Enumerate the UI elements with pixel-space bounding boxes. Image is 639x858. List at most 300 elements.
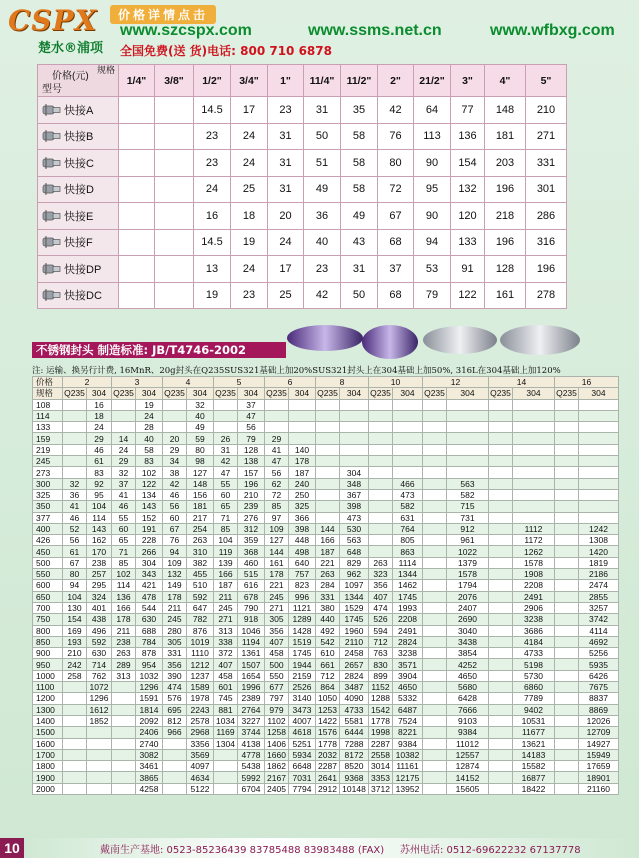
coupling-price-cell: 210 <box>526 97 567 124</box>
head-price-cell: 239 <box>238 501 265 512</box>
head-price-cell: 138 <box>238 456 265 467</box>
head-price-cell: 918 <box>238 614 265 625</box>
coupling-row <box>38 203 567 230</box>
head-price-cell <box>489 636 513 647</box>
head-price-cell <box>513 512 555 523</box>
head-price-cell <box>489 501 513 512</box>
head-price-cell <box>423 636 447 647</box>
head-price-cell <box>423 501 447 512</box>
coupling-price-cell: 271 <box>526 123 567 150</box>
head-price-cell: 1344 <box>340 591 369 602</box>
head-size-cell: 350 <box>33 501 63 512</box>
material-header: Q235 <box>266 388 287 399</box>
head-price-cell: 899 <box>369 670 393 681</box>
head-price-cell <box>340 410 369 421</box>
head-price-cell: 187 <box>316 546 340 557</box>
head-price-cell: 757 <box>289 569 316 580</box>
coupling-model-label: 快接DC <box>64 290 102 303</box>
coupling-price-cell: 20 <box>268 203 304 230</box>
head-price-cell <box>112 761 136 772</box>
head-price-cell <box>163 772 187 783</box>
head-price-row <box>33 535 619 546</box>
head-price-cell: 2389 <box>238 693 265 704</box>
head-price-cell <box>423 625 447 636</box>
material-header: Q235 <box>424 388 445 399</box>
coupling-price-cell <box>119 229 155 256</box>
cam-coupling-c-icon <box>42 156 62 170</box>
head-price-cell: 128 <box>238 444 265 455</box>
head-price-cell <box>555 659 579 670</box>
coupling-price-cell <box>155 256 194 283</box>
coupling-price-cell <box>119 150 155 177</box>
head-price-cell: 4184 <box>513 636 555 647</box>
head-price-cell <box>423 693 447 704</box>
head-price-cell <box>163 749 187 760</box>
coupling-price-cell: 24 <box>194 176 231 203</box>
coupling-price-cell: 50 <box>341 282 378 309</box>
head-price-cell <box>447 467 489 478</box>
head-price-cell: 2491 <box>393 625 423 636</box>
head-price-cell <box>555 704 579 715</box>
coupling-price-cell: 23 <box>194 150 231 177</box>
head-price-cell: 2824 <box>340 670 369 681</box>
head-price-cell <box>489 444 513 455</box>
head-price-cell <box>513 444 555 455</box>
head-price-cell: 258 <box>63 670 87 681</box>
head-price-cell <box>555 535 579 546</box>
coupling-price-cell: 68 <box>378 229 414 256</box>
coupling-price-cell: 42 <box>378 97 414 124</box>
footer <box>0 838 639 858</box>
head-price-cell <box>555 749 579 760</box>
head-price-cell <box>423 489 447 500</box>
head-price-cell <box>555 523 579 534</box>
head-price-cell: 211 <box>163 602 187 613</box>
head-price-cell: 563 <box>447 478 489 489</box>
head-price-cell <box>489 682 513 693</box>
head-price-cell: 7789 <box>513 693 555 704</box>
thickness-header: 4 <box>163 377 214 388</box>
head-price-cell: 1778 <box>316 738 340 749</box>
head-price-cell <box>579 422 619 433</box>
head-price-cell <box>63 399 87 410</box>
head-price-cell: 2526 <box>289 682 316 693</box>
head-price-cell: 812 <box>163 715 187 726</box>
head-price-cell <box>369 422 393 433</box>
head-price-cell: 79 <box>238 433 265 444</box>
head-price-cell: 1578 <box>447 569 489 580</box>
head-price-cell <box>423 422 447 433</box>
head-price-cell: 526 <box>369 614 393 625</box>
head-price-cell <box>63 749 87 760</box>
head-price-cell: 65 <box>214 501 238 512</box>
head-price-cell: 1072 <box>87 682 112 693</box>
head-price-cell <box>513 467 555 478</box>
head-price-cell: 356 <box>369 580 393 591</box>
head-price-cell <box>555 444 579 455</box>
head-price-cell: 102 <box>112 569 136 580</box>
head-price-row <box>33 625 619 636</box>
head-price-cell <box>63 422 87 433</box>
head-price-cell: 331 <box>316 591 340 602</box>
material-header: Q235 <box>370 388 391 399</box>
head-size-cell: 500 <box>33 557 63 568</box>
coupling-price-cell: 17 <box>231 97 268 124</box>
head-price-cell: 3014 <box>369 761 393 772</box>
coupling-price-cell: 49 <box>304 176 341 203</box>
head-price-cell: 515 <box>238 569 265 580</box>
head-price-cell <box>316 501 340 512</box>
head-price-cell: 5438 <box>238 761 265 772</box>
head-price-cell <box>214 410 238 421</box>
head-price-cell: 157 <box>238 467 265 478</box>
head-price-cell <box>447 422 489 433</box>
head-price-cell: 677 <box>265 682 289 693</box>
head-price-cell: 134 <box>136 489 163 500</box>
head-price-cell: 3487 <box>340 682 369 693</box>
head-price-cell: 313 <box>112 670 136 681</box>
head-price-cell: 805 <box>393 535 423 546</box>
head-price-cell: 2287 <box>316 761 340 772</box>
head-price-cell: 8520 <box>340 761 369 772</box>
head-price-cell: 3227 <box>238 715 265 726</box>
head-price-cell: 217 <box>187 512 214 523</box>
head-price-cell <box>163 399 187 410</box>
head-price-cell <box>513 410 555 421</box>
head-price-cell: 1745 <box>289 648 316 659</box>
coupling-price-cell: 128 <box>485 256 526 283</box>
coupling-price-cell: 24 <box>231 150 268 177</box>
head-price-cell <box>369 410 393 421</box>
head-price-cell <box>316 433 340 444</box>
head-size-cell: 1800 <box>33 761 63 772</box>
head-price-cell <box>555 738 579 749</box>
head-price-row <box>33 727 619 738</box>
corner-model-label: 型号 <box>42 84 62 95</box>
head-price-cell: 72 <box>265 489 289 500</box>
url-szcspx[interactable]: www.szcspx.com <box>120 22 252 39</box>
head-price-cell: 238 <box>87 557 112 568</box>
head-price-cell: 356 <box>265 625 289 636</box>
dished-head-price-table <box>32 376 619 795</box>
head-price-cell: 191 <box>136 523 163 534</box>
head-price-cell: 498 <box>289 546 316 557</box>
head-price-cell: 1258 <box>265 727 289 738</box>
head-price-cell: 1237 <box>187 670 214 681</box>
head-price-cell: 4650 <box>447 670 489 681</box>
coupling-price-cell <box>155 203 194 230</box>
head-price-cell <box>423 727 447 738</box>
head-price-cell: 56 <box>63 535 87 546</box>
coupling-price-cell <box>119 123 155 150</box>
head-price-cell <box>489 659 513 670</box>
head-price-cell: 1344 <box>393 569 423 580</box>
head-size-cell: 700 <box>33 602 63 613</box>
head-price-cell: 17659 <box>579 761 619 772</box>
coupling-price-cell: 77 <box>451 97 485 124</box>
head-price-cell <box>289 422 316 433</box>
price-detail-link[interactable]: 价格详情点击 <box>110 5 216 24</box>
head-price-cell: 211 <box>112 625 136 636</box>
coupling-price-cell: 132 <box>451 176 485 203</box>
head-price-cell <box>423 478 447 489</box>
head-price-cell: 616 <box>238 580 265 591</box>
head-price-cell: 97 <box>265 512 289 523</box>
head-price-cell: 178 <box>289 456 316 467</box>
head-price-cell: 823 <box>289 580 316 591</box>
head-price-cell <box>489 478 513 489</box>
coupling-price-cell: 120 <box>451 203 485 230</box>
coupling-price-cell: 79 <box>414 282 451 309</box>
head-price-cell: 12874 <box>447 761 489 772</box>
head-price-row <box>33 783 619 794</box>
head-price-cell: 10382 <box>393 749 423 760</box>
head-price-cell <box>163 761 187 772</box>
head-price-cell <box>555 410 579 421</box>
head-price-cell: 829 <box>340 557 369 568</box>
head-price-row <box>33 512 619 523</box>
head-price-cell: 678 <box>238 591 265 602</box>
head-price-cell: 60 <box>163 512 187 523</box>
coupling-price-cell: 218 <box>485 203 526 230</box>
head-price-cell: 46 <box>163 489 187 500</box>
coupling-price-cell: 31 <box>268 123 304 150</box>
coupling-size-header: 11/4" <box>304 65 341 97</box>
coupling-price-table <box>37 64 567 309</box>
head-price-cell: 263 <box>187 535 214 546</box>
head-price-cell: 1519 <box>289 636 316 647</box>
head-price-cell <box>489 749 513 760</box>
head-size-cell: 1100 <box>33 682 63 693</box>
head-price-cell: 140 <box>289 444 316 455</box>
coupling-model-cell <box>38 203 119 230</box>
head-price-cell: 3257 <box>579 602 619 613</box>
coupling-price-cell: 19 <box>194 282 231 309</box>
head-price-cell: 67 <box>63 557 87 568</box>
head-photo-2 <box>362 325 418 359</box>
url-ssms[interactable]: www.ssms.net.cn <box>308 22 442 39</box>
coupling-price-cell: 42 <box>304 282 341 309</box>
head-price-cell: 28 <box>136 422 163 433</box>
head-price-cell <box>112 399 136 410</box>
head-price-cell <box>63 410 87 421</box>
head-price-cell: 582 <box>447 489 489 500</box>
coupling-price-cell <box>119 256 155 283</box>
material-header: Q235 <box>556 388 577 399</box>
head-size-cell: 325 <box>33 489 63 500</box>
head-price-cell <box>369 467 393 478</box>
head-price-cell: 1944 <box>289 659 316 670</box>
head-price-row <box>33 422 619 433</box>
head-price-cell: 47 <box>238 410 265 421</box>
head-price-cell: 46 <box>63 512 87 523</box>
coupling-model-cell <box>38 176 119 203</box>
head-price-cell: 181 <box>187 501 214 512</box>
cam-coupling-a-icon <box>42 103 62 117</box>
coupling-price-cell: 18 <box>231 203 268 230</box>
head-price-cell <box>555 648 579 659</box>
head-price-cell <box>369 512 393 523</box>
head-price-cell: 9368 <box>340 772 369 783</box>
brand-logo[interactable] <box>8 4 108 60</box>
head-price-cell <box>316 422 340 433</box>
head-price-cell: 830 <box>369 659 393 670</box>
head-price-cell: 4252 <box>447 659 489 670</box>
head-price-row <box>33 399 619 410</box>
head-price-cell <box>316 478 340 489</box>
head-size-cell: 219 <box>33 444 63 455</box>
head-price-cell: 1308 <box>579 535 619 546</box>
head-price-cell: 149 <box>163 580 187 591</box>
head-price-cell: 36 <box>63 489 87 500</box>
head-price-cell <box>423 569 447 580</box>
head-price-cell: 1507 <box>238 659 265 670</box>
head-price-cell: 407 <box>369 591 393 602</box>
head-price-cell: 238 <box>112 636 136 647</box>
head-price-cell <box>489 467 513 478</box>
head-price-cell <box>489 569 513 580</box>
thickness-header-row <box>33 377 619 388</box>
coupling-price-cell: 331 <box>526 150 567 177</box>
head-price-cell <box>214 772 238 783</box>
head-price-cell: 16877 <box>513 772 555 783</box>
head-price-cell: 3082 <box>136 749 163 760</box>
head-size-cell: 900 <box>33 648 63 659</box>
head-price-row <box>33 591 619 602</box>
head-price-cell <box>489 422 513 433</box>
head-price-cell: 8221 <box>393 727 423 738</box>
coupling-price-cell <box>155 229 194 256</box>
coupling-size-header: 11/2" <box>341 65 378 97</box>
head-price-cell: 1996 <box>238 682 265 693</box>
head-price-cell: 210 <box>238 489 265 500</box>
head-price-cell: 119 <box>214 546 238 557</box>
head-price-cell <box>555 715 579 726</box>
head-price-cell: 2110 <box>340 636 369 647</box>
head-price-cell: 1993 <box>393 602 423 613</box>
head-price-cell: 2407 <box>447 602 489 613</box>
head-price-cell: 114 <box>112 580 136 591</box>
material-header: Q235 <box>490 388 511 399</box>
head-price-cell: 368 <box>238 546 265 557</box>
head-price-row <box>33 648 619 659</box>
head-price-cell: 56 <box>265 467 289 478</box>
coupling-price-cell: 24 <box>268 229 304 256</box>
head-price-cell: 1420 <box>579 546 619 557</box>
head-price-cell: 47 <box>214 467 238 478</box>
head-price-cell: 271 <box>265 602 289 613</box>
head-price-cell <box>489 580 513 591</box>
coupling-row <box>38 176 567 203</box>
head-price-cell: 60 <box>112 523 136 534</box>
head-price-cell <box>369 546 393 557</box>
head-price-cell: 65 <box>112 535 136 546</box>
head-price-cell: 421 <box>136 580 163 591</box>
material-header: 304 <box>187 388 214 399</box>
head-price-cell <box>163 422 187 433</box>
head-price-cell: 58 <box>136 444 163 455</box>
head-price-cell: 458 <box>265 648 289 659</box>
coupling-price-cell: 94 <box>414 229 451 256</box>
coupling-price-cell: 301 <box>526 176 567 203</box>
coupling-size-header: 4" <box>485 65 526 97</box>
coupling-price-cell: 196 <box>485 176 526 203</box>
head-price-cell: 26 <box>214 433 238 444</box>
head-price-cell: 3356 <box>187 738 214 749</box>
head-price-cell: 24 <box>136 410 163 421</box>
head-price-cell: 85 <box>265 501 289 512</box>
head-price-row <box>33 670 619 681</box>
head-price-cell <box>423 682 447 693</box>
head-price-cell <box>265 410 289 421</box>
head-price-cell: 2458 <box>340 648 369 659</box>
head-price-cell <box>447 456 489 467</box>
head-price-cell <box>112 749 136 760</box>
head-price-cell: 130 <box>63 602 87 613</box>
head-price-cell <box>87 738 112 749</box>
head-price-cell: 1654 <box>238 670 265 681</box>
head-price-cell: 240 <box>289 478 316 489</box>
coupling-model-cell <box>38 229 119 256</box>
head-price-cell: 1102 <box>265 715 289 726</box>
head-price-cell <box>63 704 87 715</box>
head-size-cell: 1900 <box>33 772 63 783</box>
head-size-cell: 450 <box>33 546 63 557</box>
head-price-cell: 407 <box>214 659 238 670</box>
head-price-cell: 245 <box>163 614 187 625</box>
material-header: 304 <box>136 388 163 399</box>
head-price-cell: 102 <box>136 467 163 478</box>
coupling-model-label: 快接DP <box>64 263 102 276</box>
coupling-price-cell: 90 <box>414 150 451 177</box>
head-price-cell: 139 <box>214 557 238 568</box>
coupling-price-cell: 24 <box>231 123 268 150</box>
head-price-cell: 455 <box>187 569 214 580</box>
head-price-cell: 661 <box>316 659 340 670</box>
head-price-cell <box>423 772 447 783</box>
head-price-cell <box>579 456 619 467</box>
head-price-cell: 1422 <box>316 715 340 726</box>
head-price-cell: 3461 <box>136 761 163 772</box>
head-size-cell: 750 <box>33 614 63 625</box>
coupling-header-row <box>38 65 567 97</box>
head-price-cell: 254 <box>187 523 214 534</box>
head-price-cell <box>423 761 447 772</box>
coupling-row <box>38 229 567 256</box>
head-price-cell <box>579 433 619 444</box>
head-price-cell: 210 <box>63 648 87 659</box>
coupling-price-cell: 16 <box>194 203 231 230</box>
head-size-cell: 1200 <box>33 693 63 704</box>
head-price-cell <box>423 614 447 625</box>
head-price-cell: 876 <box>187 625 214 636</box>
head-size-cell: 159 <box>33 433 63 444</box>
coupling-model-label: 快接E <box>64 210 94 223</box>
head-price-cell: 257 <box>87 569 112 580</box>
head-price-cell: 2076 <box>447 591 489 602</box>
head-price-cell: 762 <box>87 670 112 681</box>
head-price-cell <box>63 761 87 772</box>
coupling-corner-cell <box>38 65 119 97</box>
head-price-cell: 40 <box>136 433 163 444</box>
coupling-model-label: 快接D <box>64 184 94 197</box>
head-price-cell: 18901 <box>579 772 619 783</box>
head-price-cell: 2578 <box>187 715 214 726</box>
head-price-cell: 440 <box>316 614 340 625</box>
head-price-cell <box>423 738 447 749</box>
head-price-cell: 2824 <box>393 636 423 647</box>
url-wfbxg[interactable]: www.wfbxg.com <box>490 22 615 39</box>
